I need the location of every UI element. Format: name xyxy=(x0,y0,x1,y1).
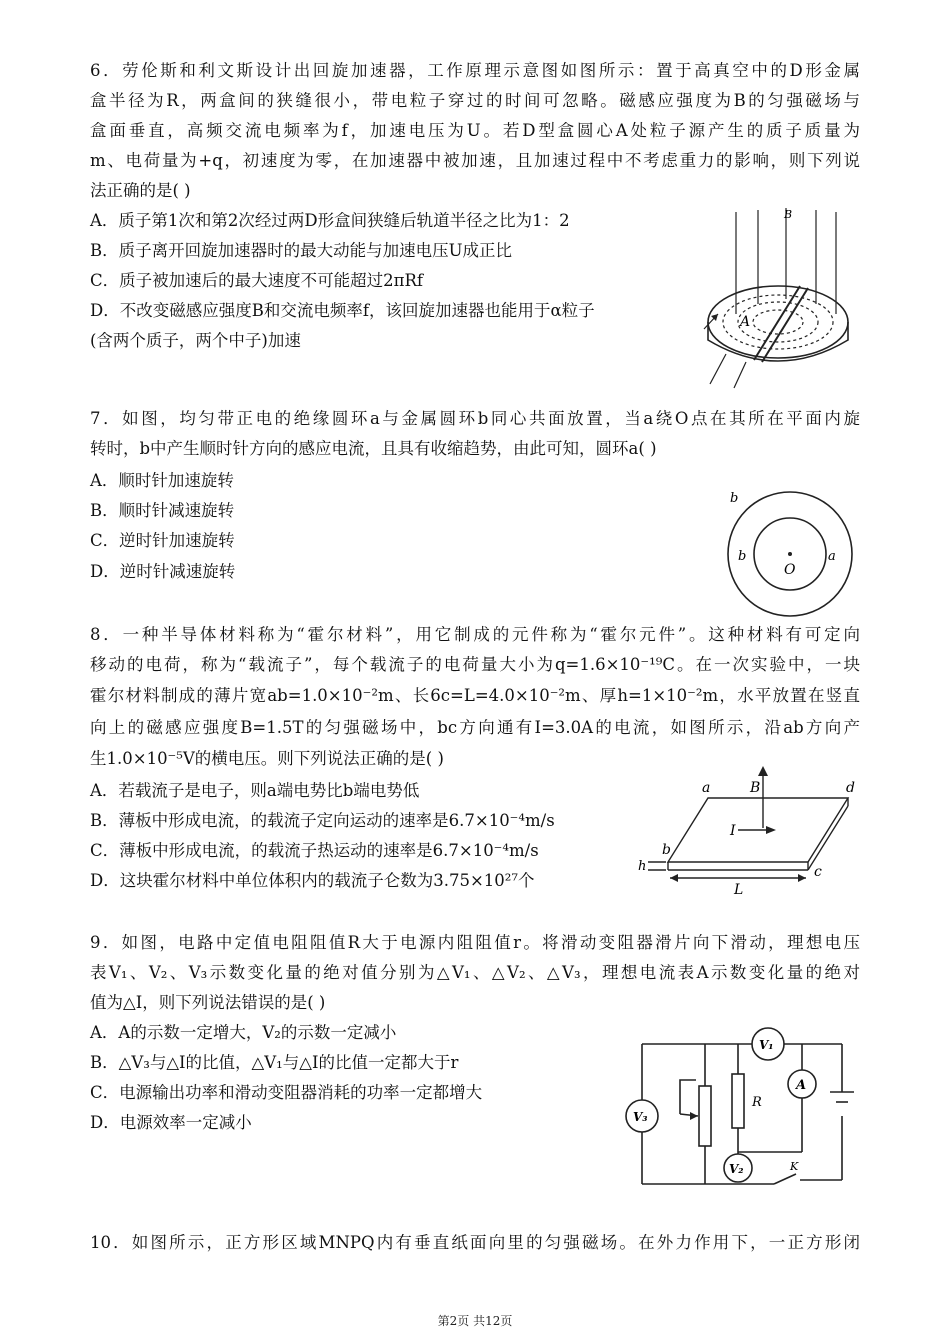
q6-line-1: 6．劳伦斯和利文斯设计出回旋加速器，工作原理示意图如图所示：置于高真空中的D形金属 xyxy=(90,61,860,80)
cyclotron-figure xyxy=(696,204,860,390)
current-arrow-icon xyxy=(766,826,776,834)
rings-figure xyxy=(724,484,860,618)
q9-line-2: 表V₁、V₂、V₃示数变化量的绝对值分别为△V₁、△V₂、△V₃，理想电流表A示数变化量的绝对 xyxy=(90,963,860,982)
q8-option-b: B．薄板中形成电流，的载流子定向运动的速率是6.7×10⁻⁴m/s xyxy=(90,811,555,830)
length-l-label: L xyxy=(734,882,744,898)
q6-line-5: 法正确的是( ) xyxy=(90,181,191,200)
q10-line-1: 10．如图所示，正方形区域MNPQ内有垂直纸面向里的匀强磁场。在外力作用下，一正方形闭 xyxy=(90,1233,860,1252)
thickness-h-label: h xyxy=(638,859,647,874)
q8-option-a: A．若载流子是电子，则a端电势比b端电势低 xyxy=(90,781,420,800)
q7-option-b: B．顺时针减速旋转 xyxy=(90,501,235,520)
length-arrow-right-icon xyxy=(798,874,806,882)
q8-line-3: 霍尔材料制成的薄片宽ab=1.0×10⁻²m、长6c=L=4.0×10⁻²m、厚h=1×10⁻²m，水平放置在竖直 xyxy=(90,686,860,705)
q7-option-a: A．顺时针加速旋转 xyxy=(90,471,234,490)
field-b-label: B xyxy=(750,780,761,796)
corner-d-label: d xyxy=(846,780,855,796)
q9-option-c: C．电源输出功率和滑动变阻器消耗的功率一定都增大 xyxy=(90,1083,483,1102)
q9-line-3: 值为△I，则下列说法错误的是( ) xyxy=(90,993,326,1012)
ring-b-label: b xyxy=(738,549,747,564)
q9-option-b: B．△V₃与△I的比值，△V₁与△I的比值一定都大于r xyxy=(90,1053,459,1072)
switch-k-label: K xyxy=(790,1160,799,1173)
q6-option-d-cont: (含两个质子，两个中子)加速 xyxy=(90,331,301,350)
q7-option-c: C．逆时针加速旋转 xyxy=(90,531,235,550)
q9-option-d: D．电源效率一定减小 xyxy=(90,1113,252,1132)
corner-a-label: a xyxy=(702,780,711,796)
q8-line-4: 向上的磁感应强度B=1.5T的匀强磁场中，bc方向通有I=3.0A的电流，如图所示，沿ab方向产 xyxy=(90,718,860,737)
corner-c-label: c xyxy=(814,864,822,880)
q6-line-2: 盒半径为R，两盒间的狭缝很小，带电粒子穿过的时间可忽略。磁感应强度为B的匀强磁场与 xyxy=(90,91,860,110)
v3-label: V₃ xyxy=(633,1110,648,1124)
q8-option-c: C．薄板中形成电流，的载流子热运动的速率是6.7×10⁻⁴m/s xyxy=(90,841,539,860)
q6-line-4: m、电荷量为+q，初速度为零，在加速器中被加速，且加速过程中不考虑重力的影响，则下列说 xyxy=(90,151,860,170)
ring-a-label: a xyxy=(828,549,836,564)
q7-line-2: 转时，b中产生顺时针方向的感应电流，且具有收缩趋势，由此可知，圆环a( ) xyxy=(90,439,657,458)
circuit-figure xyxy=(620,1024,860,1196)
v2-label: V₂ xyxy=(729,1162,744,1176)
center-label: A xyxy=(740,314,751,330)
hall-plate-figure xyxy=(638,762,860,898)
resistor-r-label: R xyxy=(752,1095,762,1110)
ammeter-label: A xyxy=(796,1078,807,1093)
q9-option-a: A．A的示数一定增大，V₂的示数一定减小 xyxy=(90,1023,397,1042)
length-arrow-left-icon xyxy=(670,874,678,882)
center-o-label: O xyxy=(784,562,796,578)
q6-option-c: C．质子被加速后的最大速度不可能超过2πRf xyxy=(90,271,423,290)
q8-option-d: D．这块霍尔材料中单位体积内的载流子仑数为3.75×10²⁷个 xyxy=(90,871,535,890)
q9-line-1: 9．如图，电路中定值电阻阻值R大于电源内阻阻值r。将滑动变阻器滑片向下滑动，理想电压 xyxy=(90,933,860,952)
q6-option-b: B．质子离开回旋加速器时的最大动能与加速电压U成正比 xyxy=(90,241,513,260)
q8-line-1: 8．一种半导体材料称为“霍尔材料”，用它制成的元件称为“霍尔元件”。这种材料有可定向 xyxy=(90,625,860,644)
slider-arrow-icon xyxy=(690,1112,698,1120)
page-footer: 第2页 共12页 xyxy=(437,1314,513,1328)
field-label: B xyxy=(784,208,793,221)
corner-b-label: b xyxy=(662,842,671,858)
q8-line-5: 生1.0×10⁻⁵V的横电压。则下列说法正确的是( ) xyxy=(90,749,444,768)
q6-option-d: D．不改变磁感应强度B和交流电频率f，该回旋加速器也能用于α粒子 xyxy=(90,301,595,320)
field-arrow-icon xyxy=(758,766,768,776)
current-i-label: I xyxy=(730,823,736,839)
q7-line-1: 7．如图，均匀带正电的绝缘圆环a与金属圆环b同心共面放置，当a绕O点在其所在平面内旋 xyxy=(90,409,860,428)
q6-line-3: 盒面垂直，高频交流电频率为f，加速电压为U。若D型盒圆心A处粒子源产生的质子质量为 xyxy=(90,121,860,140)
v1-label: V₁ xyxy=(759,1038,774,1052)
q8-line-2: 移动的电荷，称为“载流子”，每个载流子的电荷量大小为q=1.6×10⁻¹⁹C。在一次实验中，一块 xyxy=(90,655,860,674)
q7-option-d: D．逆时针减速旋转 xyxy=(90,562,236,581)
q6-option-a: A．质子第1次和第2次经过两D形盒间狭缝后轨道半径之比为1：2 xyxy=(90,211,570,230)
ring-b-top-label: b xyxy=(730,491,739,506)
